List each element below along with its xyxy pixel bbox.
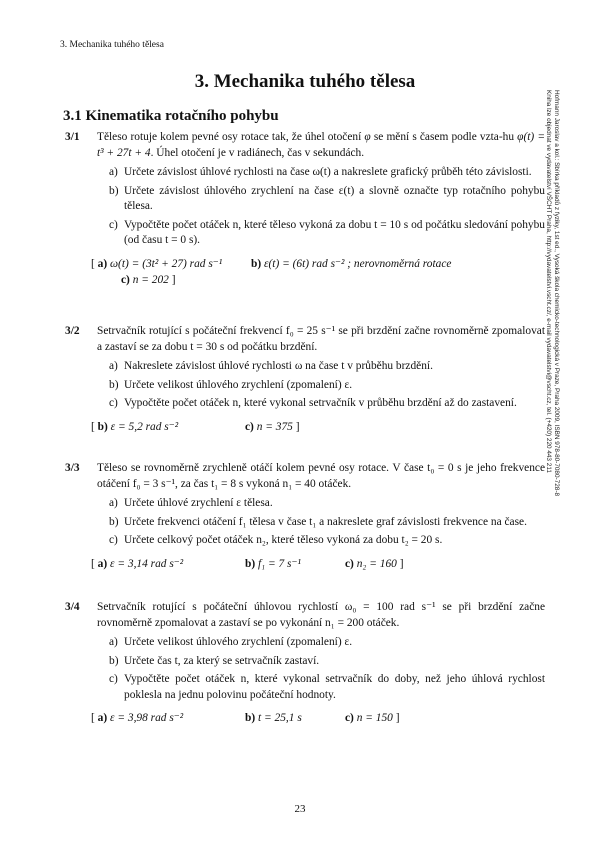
subtask-a: a) Určete velikost úhlového zrychlení (zpomalení) ε. — [109, 636, 353, 648]
problem-number: 3/3 — [65, 462, 80, 474]
problem-3-4 — [65, 600, 545, 727]
problem-text: Těleso rotuje kolem pevné osy rotace tak, že úhel otočení φ se mění s časem podle vzta-hu φ(t) = t³ + 27t + 4. Úhel otočení je v radiánech, čas v sekundách. — [97, 131, 546, 159]
problem-text: Těleso se rovnoměrně zrychleně otáčí kolem pevné osy rotace. V čase t₀ = 0 s je jeho frekvence otáčení f₀ = 3 s⁻¹, za čas t₁ = 8 s vykoná n₁ = 40 otáček. — [97, 462, 545, 490]
problem-number: 3/2 — [65, 325, 80, 337]
side-note-line-2: Kniha lze objednat ve vydavatelství VŠCHT Praha, http://vydavatelstvi.vscht.cz/, e-mail vydavatelstvi@vscht.cz, tel. (+420) 220 443 211 — [544, 90, 552, 473]
answer: [ a) ε = 3,14 rad s⁻² b) f₁ = 7 s⁻¹ c) n₂ = 160 ] — [91, 557, 404, 570]
subtask-list — [109, 165, 545, 249]
page-number: 23 — [294, 803, 306, 815]
subtask-c: c) Vypočtěte počet otáček n, které těleso vykoná za dobu t = 10 s od počátku sledování pohybu (od času t = 0 s). — [109, 218, 545, 246]
subtask-a: a) Určete závislost úhlové rychlosti na čase ω(t) a nakreslete grafický průběh této závislosti. — [109, 166, 532, 178]
answer: [ b) ε = 5,2 rad s⁻² c) n = 375 ] — [91, 420, 300, 433]
subtask-b: b) Určete frekvenci otáčení f₁ tělesa v čase t₁ a nakreslete graf závislosti frekvence na čase. — [109, 515, 527, 528]
subtask-c: c) Vypočtěte počet otáček n, které vykonal setrvačník v průběhu brzdění až do zastavení. — [109, 397, 517, 409]
subtask-b: b) Určete velikost úhlového zrychlení (zpomalení) ε. — [109, 378, 353, 391]
subtask-list — [109, 359, 545, 412]
side-note — [543, 90, 560, 610]
problem-3-1 — [65, 130, 545, 289]
subtask-a: a) Určete úhlové zrychlení ε tělesa. — [109, 497, 273, 509]
subtask-list — [109, 635, 545, 703]
subtask-a: a) Nakreslete závislost úhlové rychlosti ω na čase t v průběhu brzdění. — [109, 360, 433, 372]
problem-text: Setrvačník rotující s počáteční frekvencí f₀ = 25 s⁻¹ se při brzdění začne rovnoměrně zpomalovat a zastaví se za dobu t = 30 s od počátku brzdění. — [97, 325, 545, 353]
problem-number: 3/1 — [65, 131, 80, 143]
subtask-list — [109, 496, 545, 549]
subtask-c: c) Vypočtěte počet otáček n, které vykonal setrvačník do doby, než jeho úhlová rychlost poklesla na jednu polovinu počáteční hodnoty. — [109, 673, 545, 701]
problem-3-2 — [65, 324, 545, 435]
answer: [ a) ω(t) = (3t² + 27) rad s⁻¹ b) ε(t) = (6t) rad s⁻² ; nerovnoměrná rotace c) n = 202 ] — [91, 257, 452, 286]
chapter-title: 3. Mechanika tuhého tělesa — [194, 71, 416, 92]
running-head: 3. Mechanika tuhého tělesa — [60, 40, 164, 50]
formula: φ(t) = t³ + 27t + 4 — [97, 131, 546, 159]
problem-text: Setrvačník rotující s počáteční úhlovou rychlostí ω₀ = 100 rad s⁻¹ se při brzdění začne rovnoměrně zpomalovat a zastaví se po vykonání n₁ = 200 otáček. — [97, 601, 545, 629]
problem-number: 3/4 — [65, 601, 80, 613]
subtask-c: c) Určete celkový počet otáček n₂, které těleso vykoná za dobu t₂ = 20 s. — [109, 534, 443, 546]
subtask-b: b) Určete závislost úhlového zrychlení na čase ε(t) a slovně označte typ rotačního pohybu tělesa. — [109, 184, 545, 212]
problem-3-3 — [65, 461, 545, 572]
section-title: 3.1 Kinematika rotačního pohybu — [63, 108, 279, 124]
subtask-b: b) Určete čas t, za který se setrvačník zastaví. — [109, 654, 320, 667]
side-note-line-1: Hofmann Jaroslav a kol.: Sbírka příkladů z fyziky, 1st ed., Vysoká škola chemicko-technologická v Praze, Praha 2009, ISBN 978-80-7080-728-8 — [553, 90, 560, 497]
answer: [ a) ε = 3,98 rad s⁻² b) t = 25,1 s c) n = 150 ] — [91, 712, 400, 724]
